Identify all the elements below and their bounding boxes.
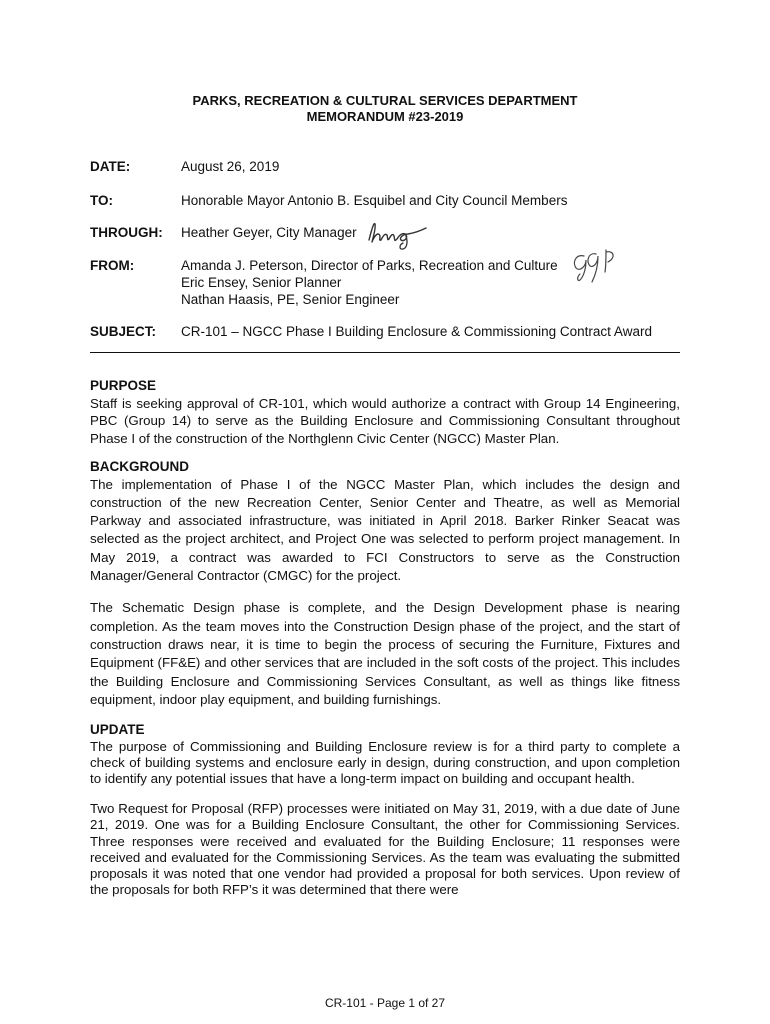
background-heading: BACKGROUND — [90, 459, 189, 474]
department-title: PARKS, RECREATION & CULTURAL SERVICES DEPARTMENT — [192, 93, 578, 108]
director-initials-signature — [570, 246, 620, 286]
date-label: DATE: — [90, 159, 131, 174]
from-label: FROM: — [90, 258, 135, 273]
subject-value: CR-101 – NGCC Phase I Building Enclosure & Commissioning Contract Award — [181, 324, 652, 339]
background-section — [90, 458, 680, 709]
header-divider — [90, 352, 680, 353]
through-label: THROUGH: — [90, 225, 163, 240]
update-heading: UPDATE — [90, 722, 145, 737]
from-values — [181, 257, 558, 308]
from-line-engineer: Nathan Haasis, PE, Senior Engineer — [181, 292, 400, 307]
subject-label: SUBJECT: — [90, 324, 157, 339]
memo-header — [90, 93, 680, 125]
update-paragraph-1: The purpose of Commissioning and Building Enclosure review is for a third party to complete a check of building systems and enclosure early in design, during construction, and upon completion to identify any potential issues that have a long-term impact on building and occupant health. — [90, 738, 680, 786]
to-label: TO: — [90, 193, 113, 208]
city-manager-signature — [366, 218, 430, 252]
from-line-planner: Eric Ensey, Senior Planner — [181, 275, 342, 290]
from-line-director: Amanda J. Peterson, Director of Parks, Recreation and Culture — [181, 258, 558, 273]
purpose-section — [90, 377, 680, 447]
background-paragraph-1: The implementation of Phase I of the NGCC Master Plan, which includes the design and construction of the new Recreation Center, Senior Center and Theatre, as well as Memorial Parkway and associated infrastructure, was initiated in April 2018. Barker Rinker Seacat was selected as the project architect, and Project One was selected to perform project management. In May 2019, a contract was awarded to FCI Constructors to serve as the Construction Manager/General Contractor (CMGC) for the project. — [90, 476, 680, 584]
page-footer: CR-101 - Page 1 of 27 — [324, 996, 446, 1010]
update-paragraph-2: Two Request for Proposal (RFP) processes were initiated on May 31, 2019, with a due date of June 21, 2019. One was for a Building Enclosure Consultant, the other for Commissioning Services. Three responses were received and evaluated for the Building Enclosure; 11 responses were received and evaluated for the Commissioning Services. As the team was evaluating the submitted proposals it was noted that one vendor had provided a proposal for both services. Upon review of the proposals for both RFP’s it was determined that there were — [90, 801, 680, 898]
background-paragraph-2: The Schematic Design phase is complete, and the Design Development phase is nearing completion. As the team moves into the Construction Design phase of the project, and the start of construction draws near, it is time to begin the process of securing the Furniture, Fixtures and Equipment (FF&E) and other services that are included in the soft costs of the project. This includes the Building Enclosure and Commissioning Services Consultant, as well as things like fitness equipment, indoor play equipment, and building furnishings. — [90, 600, 680, 707]
memo-number: MEMORANDUM #23-2019 — [306, 109, 464, 124]
through-value: Heather Geyer, City Manager — [181, 225, 357, 240]
update-section — [90, 721, 680, 898]
purpose-paragraph: Staff is seeking approval of CR-101, which would authorize a contract with Group 14 Engineering, PBC (Group 14) to serve as the Building Enclosure and Commissioning Consultant throughout Phase I of the construction of the Northglenn Civic Center (NGCC) Master Plan. — [90, 395, 680, 446]
purpose-heading: PURPOSE — [90, 378, 157, 393]
to-value: Honorable Mayor Antonio B. Esquibel and City Council Members — [181, 193, 568, 208]
date-value: August 26, 2019 — [181, 159, 280, 174]
